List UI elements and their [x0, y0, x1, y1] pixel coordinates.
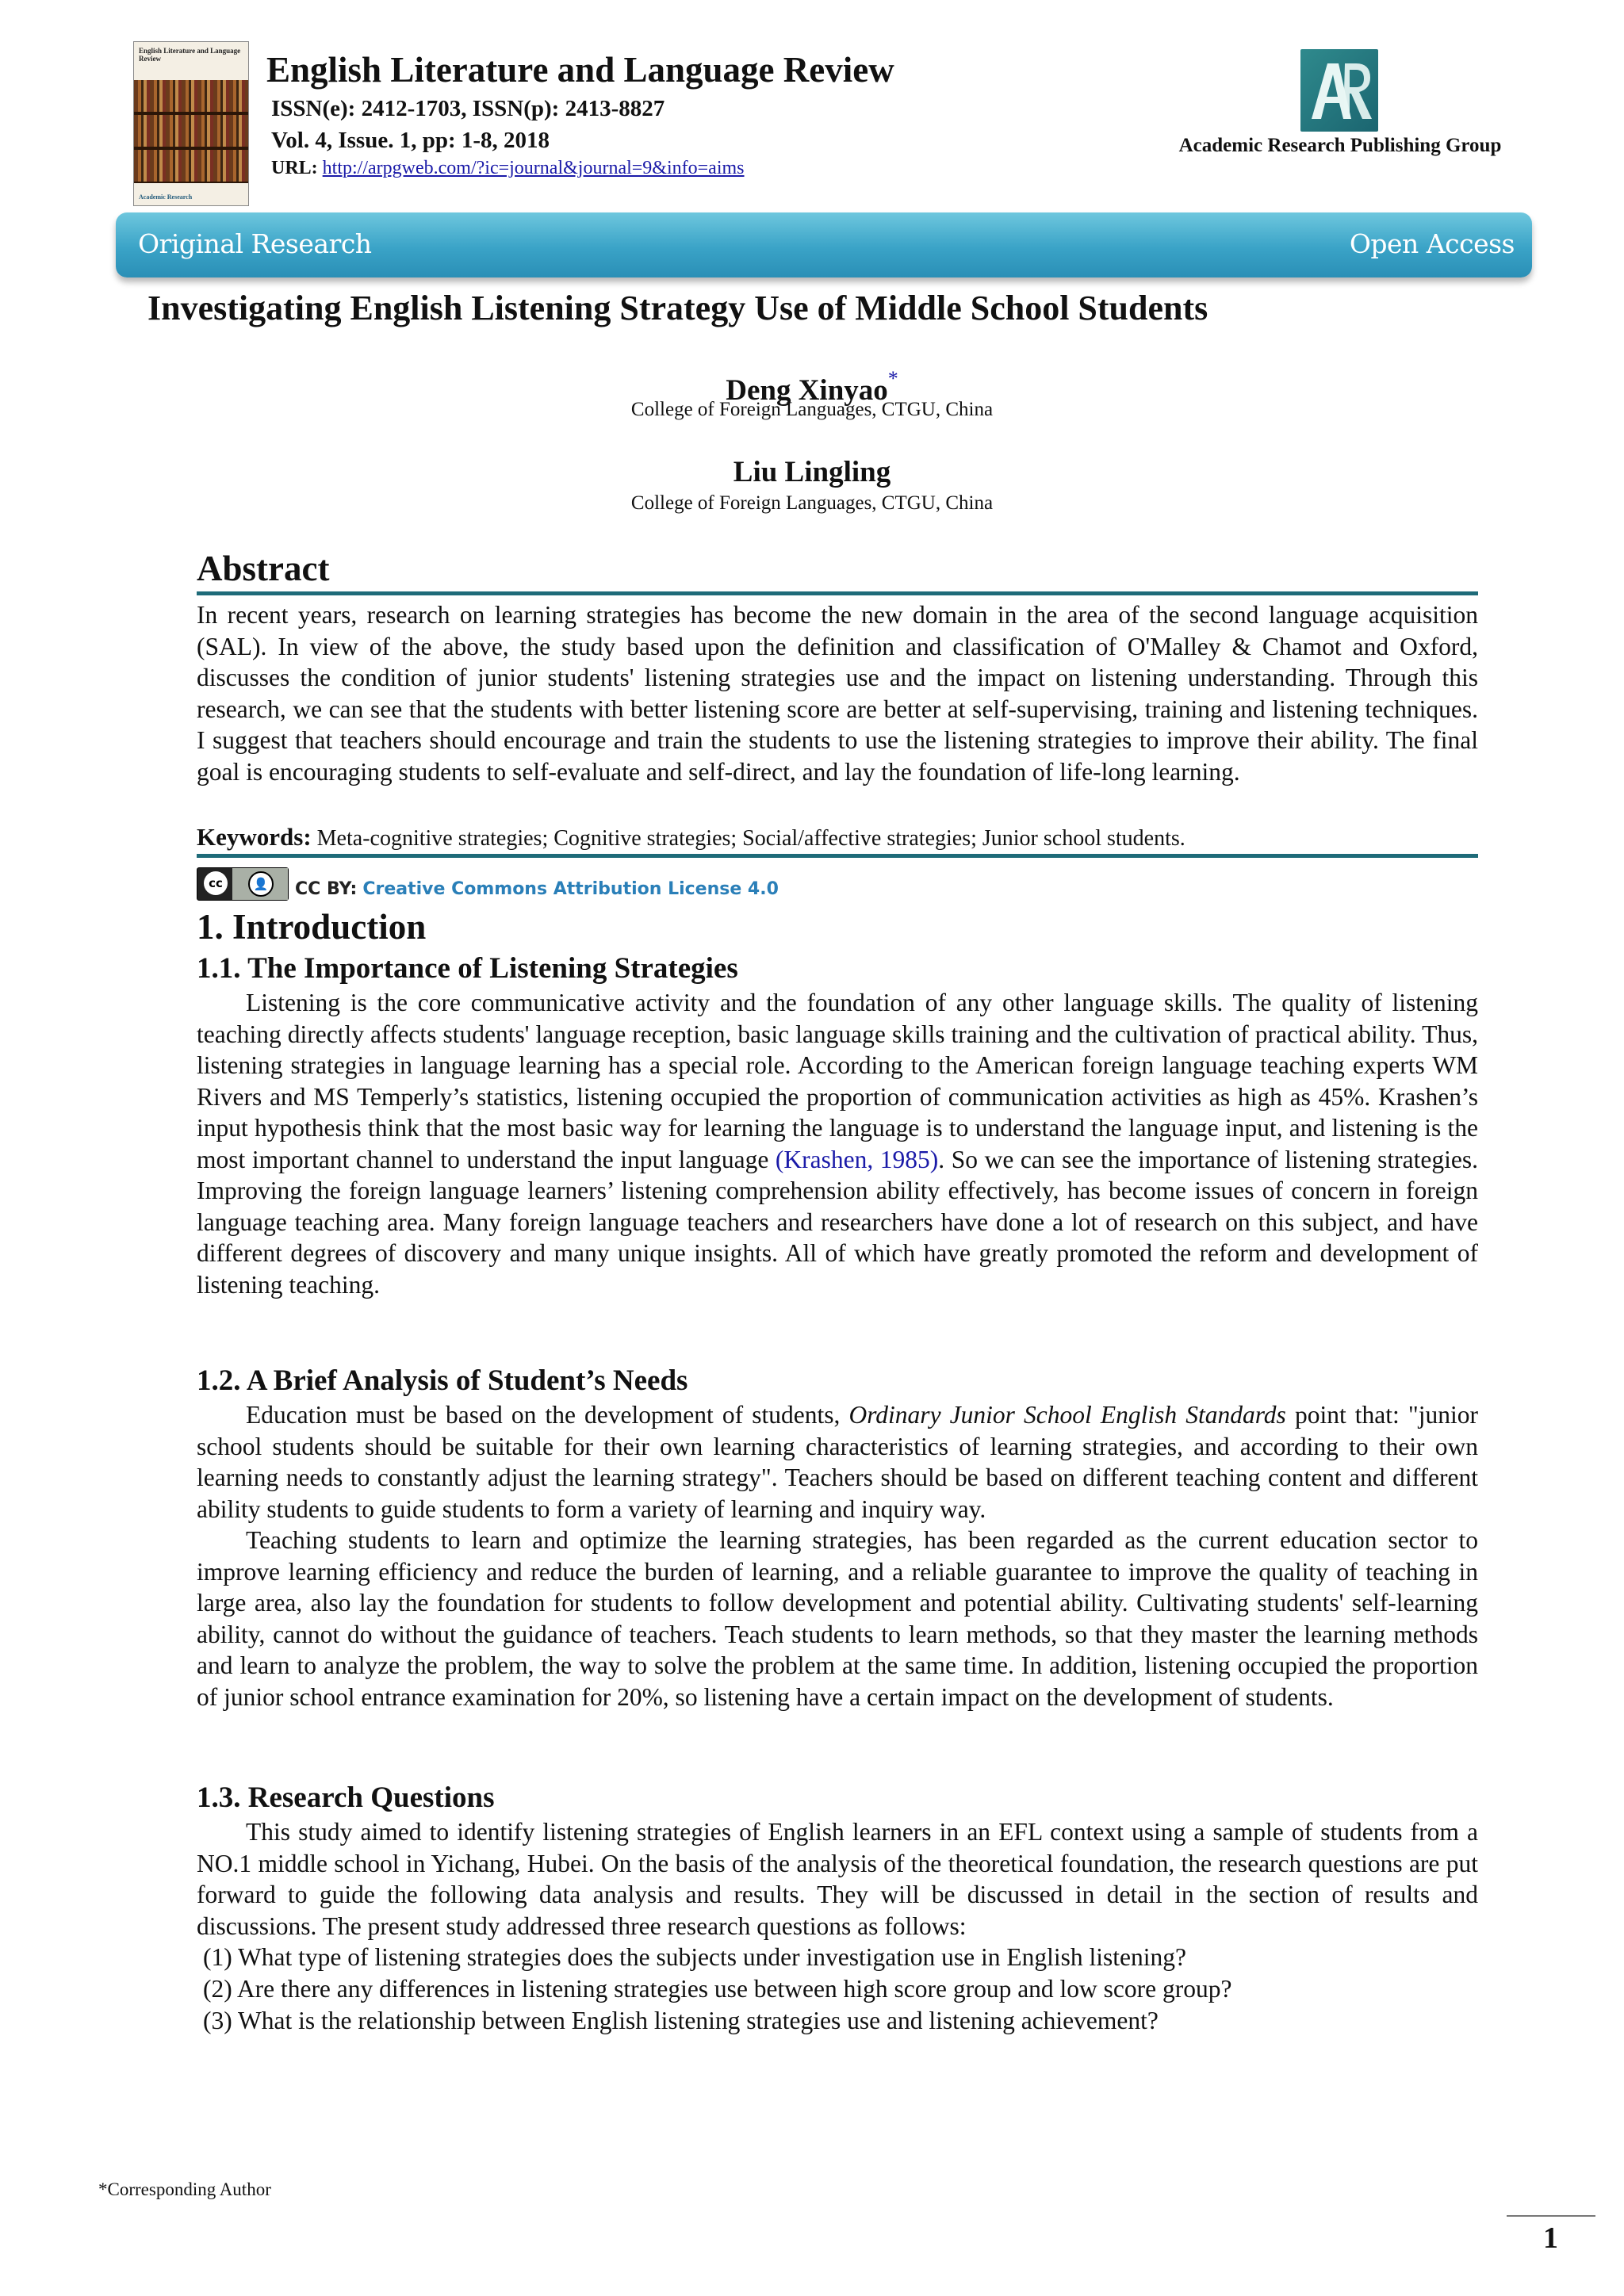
author-2	[0, 455, 1624, 490]
author-2-affiliation: College of Foreign Languages, CTGU, China	[630, 492, 994, 514]
journal-url-line	[271, 157, 745, 179]
cover-brand: Academic Research	[139, 193, 193, 201]
license-label: CC BY:	[295, 879, 358, 899]
cc-by-panel	[232, 868, 288, 900]
journal-issn: ISSN(e): 2412-1703, ISSN(p): 2413-8827	[271, 96, 665, 121]
journal-cover-thumbnail	[133, 41, 249, 206]
subsection-body-1-2	[197, 1399, 1478, 1712]
paragraph-text: Education must be based on the development of students,	[246, 1401, 849, 1429]
subsection-body-1-1	[197, 987, 1478, 1300]
publisher-logo-monogram-icon	[1300, 49, 1378, 132]
paragraph-text: point that: "junior school students should be suitable for their own learning characteristics of learning strategies, and according to their own learning needs to constantly adjust the learning strategy". Teachers should be based on different teaching content and different ability students to guide students to form a variety of learning and inquiry way.	[197, 1401, 1478, 1523]
citation-link[interactable]: (Krashen, 1985)	[775, 1145, 939, 1173]
open-access-label: Open Access	[1349, 228, 1515, 259]
abstract-body	[197, 599, 1478, 787]
subsection-heading-1-3: 1.3. Research Questions	[197, 1781, 495, 1814]
abstract-heading: Abstract	[197, 549, 330, 588]
cc-license-badge[interactable]	[197, 867, 289, 901]
article-title: Investigating English Listening Strategy Use of Middle School Students	[147, 289, 1208, 327]
license-line	[295, 878, 779, 901]
research-question: (2) Are there any differences in listening strategies use between high score group and low score group?	[203, 1975, 1232, 2003]
license-link[interactable]: Creative Commons Attribution License 4.0	[362, 879, 779, 899]
keywords-line	[197, 823, 1185, 853]
section-heading-introduction: 1. Introduction	[197, 907, 427, 947]
research-question: (3) What is the relationship between English listening strategies use and listening achievement?	[203, 2007, 1159, 2034]
cover-title: English Literature and Language Review	[139, 47, 241, 63]
page-number: 1	[1543, 2221, 1558, 2255]
standards-title: Ordinary Junior School English Standards	[848, 1401, 1286, 1429]
paragraph	[197, 987, 1478, 1300]
abstract-top-rule	[197, 591, 1478, 595]
subsection-heading-1-2: 1.2. A Brief Analysis of Student’s Needs	[197, 1364, 688, 1397]
corresponding-author-footnote: *Corresponding Author	[98, 2179, 271, 2199]
paragraph-text: Listening is the core communicative activity and the foundation of any other language skills. The quality of listening teaching directly affects students' language reception, basic language skills training and the cultivation of practical ability. Thus, listening strategies in language learning has a special role. According to the American foreign language teaching experts WM Rivers and MS Temperly’s statistics, listening occupied the proportion of communication activities as high as 45%. Krashen’s input hypothesis think that the most basic way for learning the language is to understand the language input, and listening is the most important channel to understand the input language	[197, 989, 1478, 1173]
abstract-text: In recent years, research on learning strategies has become the new domain in the area of the second language acquisition (SAL). In view of the above, the study based upon the definition and classification of O'Malley & Chamot and Oxford, discusses the condition of junior students' listening strategies use and the impact on listening understanding. Through this research, we can see that the students with better listening score are better at self-supervising, training and listening techniques. I suggest that teachers should encourage and train the students to use the listening strategies to improve their ability. The final goal is encouraging students to self-evaluate and self-direct, and lay the foundation of life-long learning.	[197, 601, 1478, 786]
page-number-rule	[1507, 2215, 1595, 2217]
author-1-affiliation: College of Foreign Languages, CTGU, China	[630, 399, 994, 420]
journal-title: English Literature and Language Review	[266, 50, 894, 90]
journal-volume: Vol. 4, Issue. 1, pp: 1-8, 2018	[271, 128, 550, 153]
keywords-label: Keywords:	[197, 823, 312, 851]
subsection-heading-1-1: 1.1. The Importance of Listening Strategies	[197, 952, 738, 985]
research-question: (1) What type of listening strategies does the subjects under investigation use in English listening?	[203, 1943, 1186, 1971]
paragraph: Teaching students to learn and optimize the learning strategies, has been regarded as the current education sector to improve learning efficiency and reduce the burden of learning, and a reliable guarantee to improve the quality of teaching in large area, also lay the foundation for students to follow development and potential ability. Cultivating students' self-learning ability, cannot do without the guidance of teachers. Teach students to learn methods, so that they master the learning methods and learn to analyze the problem, the way to solve the problem at the same time. In addition, listening occupied the proportion of junior school entrance examination for 20%, so listening have a certain impact on the development of students.	[197, 1526, 1478, 1711]
paragraph: This study aimed to identify listening strategies of English learners in an EFL context using a sample of students from a NO.1 middle school in Yichang, Hubei. On the basis of the analysis of the theoretical foundation, the research questions are put forward to guide the following data analysis and results. They will be discussed in detail in the section of results and discussions. The present study addressed three research questions as follows:	[197, 1818, 1478, 1940]
cover-bookshelf-image	[134, 80, 248, 183]
url-label: URL:	[271, 158, 318, 178]
paragraph-text: . So we can see the importance of listening strategies. Improving the foreign language learners’ listening comprehension ability effectively, has become issues of concern in foreign language teaching area. Many foreign language teachers and researchers have done a lot of research on this subject, and have different degrees of discovery and many unique insights. All of which have greatly promoted the reform and development of listening teaching.	[197, 1145, 1478, 1299]
paragraph	[197, 1399, 1478, 1525]
publisher-logo	[1300, 49, 1378, 132]
author-name: Liu Lingling	[733, 456, 891, 488]
cc-icon: cc	[204, 871, 228, 895]
article-type-label: Original Research	[138, 228, 372, 259]
publisher-name: Academic Research Publishing Group	[1178, 135, 1502, 156]
author-name: Deng Xinyao	[726, 374, 888, 407]
corresponding-author-mark[interactable]: *	[887, 367, 898, 390]
article-type-banner	[116, 212, 1532, 277]
attribution-icon: 👤	[248, 871, 274, 897]
keywords-text: Meta-cognitive strategies; Cognitive strategies; Social/affective strategies; Junior school students.	[316, 826, 1185, 851]
subsection-body-1-3	[197, 1816, 1478, 1942]
abstract-bottom-rule	[197, 854, 1478, 858]
journal-url-link[interactable]: http://arpgweb.com/?ic=journal&journal=9&info=aims	[322, 158, 745, 178]
